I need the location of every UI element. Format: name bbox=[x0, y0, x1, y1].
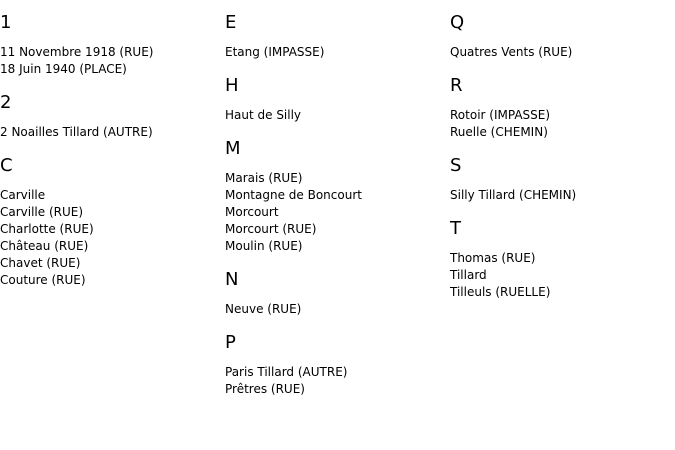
street-link-2-noailles-tillard-autre[interactable]: 2 Noailles Tillard (AUTRE) bbox=[0, 125, 153, 139]
street-link-etang-impasse[interactable]: Etang (IMPASSE) bbox=[225, 45, 325, 59]
letter-group-e bbox=[225, 12, 445, 61]
street-link-carville[interactable]: Carville bbox=[0, 188, 46, 202]
street-link-charlotte-rue[interactable]: Charlotte (RUE) bbox=[0, 222, 94, 236]
street-link-marais-rue[interactable]: Marais (RUE) bbox=[225, 171, 303, 185]
letter-heading: E bbox=[225, 12, 237, 33]
street-link-quatres-vents-rue[interactable]: Quatres Vents (RUE) bbox=[450, 45, 573, 59]
street-link-neuve-rue[interactable]: Neuve (RUE) bbox=[225, 302, 302, 316]
street-list bbox=[0, 187, 220, 289]
letter-heading: C bbox=[0, 155, 13, 176]
street-link-thomas-rue[interactable]: Thomas (RUE) bbox=[450, 251, 536, 265]
street-link-tilleuls-ruelle[interactable]: Tilleuls (RUELLE) bbox=[450, 285, 551, 299]
street-list bbox=[225, 107, 445, 124]
street-link-morcourt-rue[interactable]: Morcourt (RUE) bbox=[225, 222, 317, 236]
letter-group-q bbox=[450, 12, 670, 61]
street-list bbox=[450, 187, 670, 204]
street-link-ruelle-chemin[interactable]: Ruelle (CHEMIN) bbox=[450, 125, 548, 139]
street-list bbox=[450, 107, 670, 141]
letter-group-r bbox=[450, 75, 670, 141]
street-link-chavet-rue[interactable]: Chavet (RUE) bbox=[0, 256, 81, 270]
street-link-rotoir-impasse[interactable]: Rotoir (IMPASSE) bbox=[450, 108, 551, 122]
letter-heading: N bbox=[225, 269, 239, 290]
street-link-haut-de-silly[interactable]: Haut de Silly bbox=[225, 108, 302, 122]
index-column-2 bbox=[225, 12, 445, 412]
letter-heading: Q bbox=[450, 12, 465, 33]
street-link-moulin-rue[interactable]: Moulin (RUE) bbox=[225, 239, 303, 253]
letter-heading: H bbox=[225, 75, 239, 96]
letter-group-m bbox=[225, 138, 445, 255]
street-list bbox=[225, 364, 445, 398]
letter-group-c bbox=[0, 155, 220, 289]
letter-heading: 1 bbox=[0, 12, 12, 33]
index-column-1 bbox=[0, 12, 220, 303]
street-link-chateau-rue[interactable]: Château (RUE) bbox=[0, 239, 89, 253]
letter-heading: S bbox=[450, 155, 462, 176]
letter-group-s bbox=[450, 155, 670, 204]
street-list bbox=[225, 170, 445, 255]
street-link-18-juin-1940-place[interactable]: 18 Juin 1940 (PLACE) bbox=[0, 62, 127, 76]
letter-heading: R bbox=[450, 75, 463, 96]
street-link-silly-tillard-chemin[interactable]: Silly Tillard (CHEMIN) bbox=[450, 188, 577, 202]
street-list bbox=[450, 250, 670, 301]
letter-heading: 2 bbox=[0, 92, 12, 113]
street-link-tillard[interactable]: Tillard bbox=[450, 268, 487, 282]
street-link-pretres-rue[interactable]: Prêtres (RUE) bbox=[225, 382, 305, 396]
index-column-3 bbox=[450, 12, 670, 315]
letter-group-h bbox=[225, 75, 445, 124]
letter-group-n bbox=[225, 269, 445, 318]
letter-heading: M bbox=[225, 138, 241, 159]
street-list bbox=[450, 44, 670, 61]
letter-group-2 bbox=[0, 92, 220, 141]
street-link-paris-tillard-autre[interactable]: Paris Tillard (AUTRE) bbox=[225, 365, 348, 379]
letter-heading: P bbox=[225, 332, 236, 353]
letter-heading: T bbox=[450, 218, 461, 239]
letter-group-p bbox=[225, 332, 445, 398]
street-list bbox=[0, 124, 220, 141]
street-link-montagne-de-boncourt[interactable]: Montagne de Boncourt bbox=[225, 188, 362, 202]
street-link-morcourt[interactable]: Morcourt bbox=[225, 205, 279, 219]
street-list bbox=[0, 44, 220, 78]
street-link-carville-rue[interactable]: Carville (RUE) bbox=[0, 205, 84, 219]
street-list bbox=[225, 301, 445, 318]
letter-group-1 bbox=[0, 12, 220, 78]
street-link-11-novembre-1918-rue[interactable]: 11 Novembre 1918 (RUE) bbox=[0, 45, 154, 59]
street-link-couture-rue[interactable]: Couture (RUE) bbox=[0, 273, 86, 287]
letter-group-t bbox=[450, 218, 670, 301]
street-list bbox=[225, 44, 445, 61]
